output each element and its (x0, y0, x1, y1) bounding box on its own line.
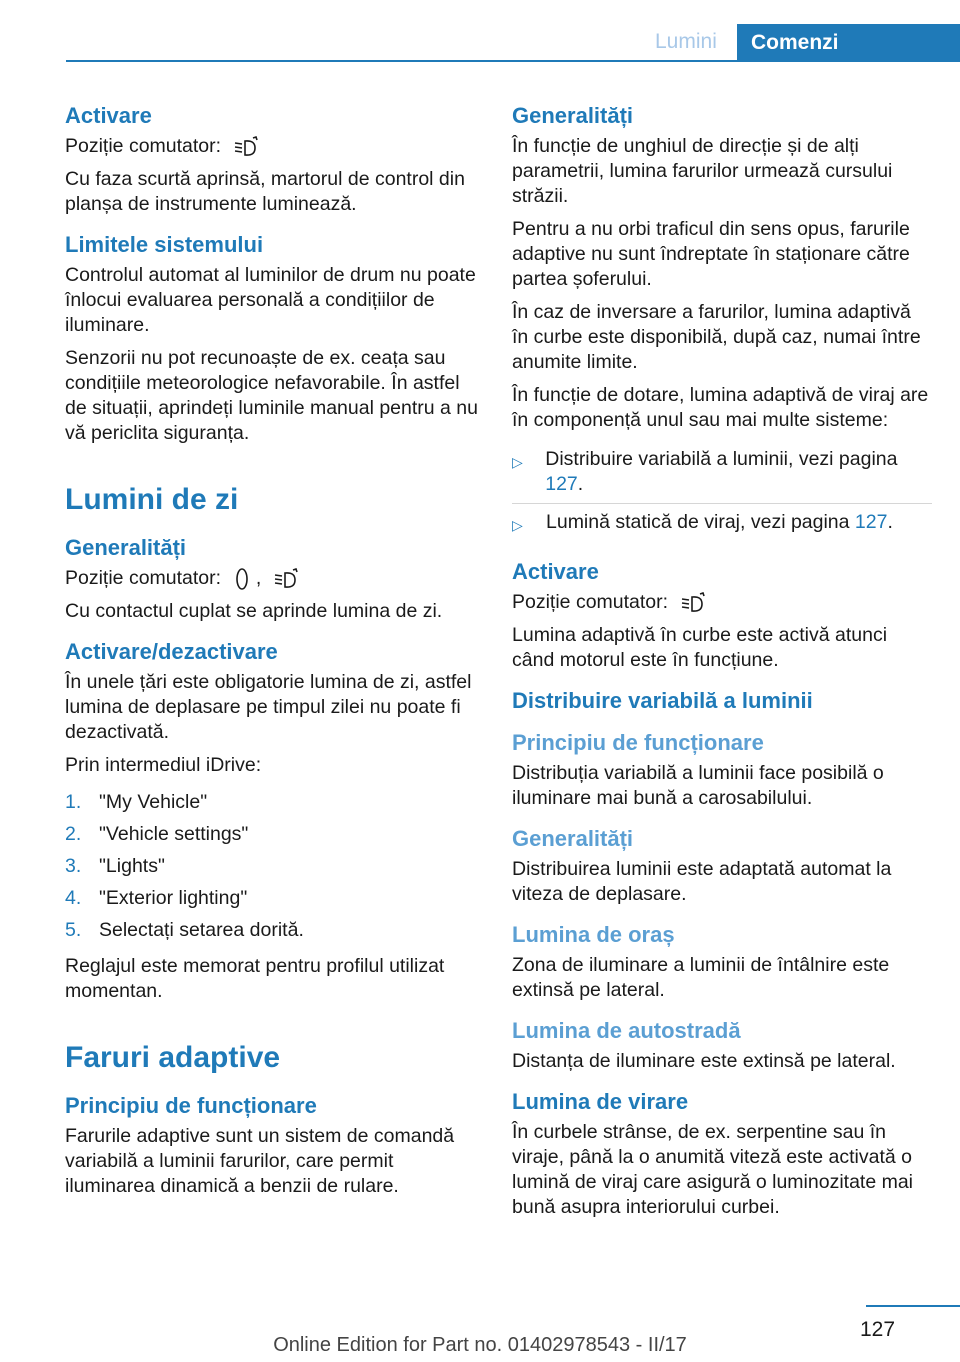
heading-lumini-de-zi: Lumini de zi (65, 483, 239, 516)
heading-distribuire: Distribuire variabilă a luminii (512, 688, 813, 713)
zi-text: Cu contactul cuplat se aprinde lumina de zi. (65, 600, 443, 622)
actdez-paragraph-1: În unele țări este obligatorie lumina de zi, astfel lumina de deplasare pe timpul zilei nu poate fi dezactivată. (65, 671, 472, 743)
step-number: 2. (65, 823, 82, 845)
heading-lumina-virare: Lumina de virare (512, 1089, 689, 1114)
oras-text: Zona de iluminare a luminii de întâlnire este extinsă pe lateral. (512, 954, 890, 1001)
heading-limite: Limitele sistemului (65, 232, 264, 257)
page-link[interactable]: 127 (854, 511, 888, 533)
heading-faruri-adaptive: Faruri adaptive (65, 1041, 281, 1074)
list-item (65, 850, 480, 882)
low-beam-auto-icon (273, 568, 303, 590)
page-number: 127 (860, 1318, 896, 1341)
page-header (0, 0, 960, 62)
right-column (512, 102, 932, 1228)
bullet-text (545, 447, 932, 497)
principiu-text: Farurile adaptive sunt un sistem de comandă variabilă a luminii farurilor, care permit iluminarea dinamică a benzii de rulare. (65, 1125, 455, 1197)
actdez-paragraph-3: Reglajul este memorat pentru profilul utilizat momentan. (65, 955, 445, 1002)
step-number: 1. (65, 791, 82, 813)
switch-position-label: Poziție comutator: (65, 135, 222, 157)
heading-lumina-autostrada: Lumina de autostradă (512, 1018, 741, 1043)
step-number: 3. (65, 855, 82, 877)
idrive-steps-list (65, 786, 480, 946)
bullet-end: . (577, 473, 584, 495)
heading-activare: Activare (65, 103, 152, 128)
gen-paragraph-2: Pentru a nu orbi traficul din sens opus, farurile adaptive nu sunt îndreptate în staționare către partea șoferului. (512, 218, 910, 290)
footer-edition: Online Edition for Part no. 01402978543 - II/17 (273, 1334, 687, 1356)
heading-zi-generalitati: Generalități (65, 535, 187, 560)
zi-switch-position-line (65, 566, 480, 591)
bullet-label: Lumină statică de viraj, vezi pagina (546, 511, 850, 533)
step-text: "My Vehicle" (99, 791, 208, 813)
header-section: Lumini (655, 30, 717, 53)
gen-paragraph-1: În funcție de unghiul de direcție și de alți parametrii, lumina farurilor urmează cursului străzii. (512, 135, 893, 207)
bullet-label: Distribuire variabilă a luminii, vezi pagina (545, 448, 898, 470)
limite-paragraph-1: Controlul automat al luminilor de drum nu poate înlocui evaluarea personală a condițiilor de iluminare. (65, 264, 476, 336)
right-principiu-text: Distribuția variabilă a luminii face posibilă o iluminare mai bună a carosabilului. (512, 762, 884, 809)
bullet-triangle-icon: ▷ (512, 517, 523, 533)
step-text: "Exterior lighting" (99, 887, 248, 909)
zi-switch-position-label: Poziție comutator: (65, 567, 222, 589)
switch-position-label: Poziție comutator: (512, 591, 669, 613)
light-off-icon (233, 567, 251, 591)
gen2-text: Distribuirea luminii este adaptată automat la viteza de deplasare. (512, 858, 892, 905)
step-text: "Lights" (99, 855, 165, 877)
zi-separator: , (255, 567, 262, 589)
header-chapter-tab: Comenzi (737, 24, 960, 62)
low-beam-auto-icon (233, 136, 263, 158)
list-item (65, 818, 480, 850)
heading-principiu-right: Principiu de funcționare (512, 730, 764, 755)
bullet-end: . (887, 511, 893, 533)
bullet-triangle-icon: ▷ (512, 454, 523, 470)
step-text: "Vehicle settings" (99, 823, 249, 845)
step-text: Selectați setarea dorită. (99, 919, 304, 941)
list-item (65, 786, 480, 818)
heading-activare-right: Activare (512, 559, 599, 584)
limite-paragraph-2: Senzorii nu pot recunoaște de ex. ceața sau condițiile meteorologice nefavorabile. În astfel de situații, aprindeți luminile manual pentru a nu vă periclita siguranța. (65, 347, 478, 444)
autostrada-text: Distanța de iluminare este extinsă pe lateral. (512, 1050, 896, 1072)
footer-rule (866, 1305, 960, 1307)
step-number: 5. (65, 919, 82, 941)
list-item (65, 914, 480, 946)
page-link[interactable]: 127 (545, 473, 578, 495)
heading-generalitati: Generalități (512, 103, 634, 128)
right-activare-text: Lumina adaptivă în curbe este activă atunci când motorul este în funcțiune. (512, 624, 888, 671)
virare-text: În curbele strânse, de ex. serpentine sau în viraje, până la o anumită viteză este activată o lumină de viraj care asigură o luminozitate mai bună asupra interiorului curbei. (512, 1121, 914, 1218)
activare-text: Cu faza scurtă aprinsă, martorul de control din planșa de instrumente luminează. (65, 168, 465, 215)
right-switch-position-line (512, 590, 932, 615)
switch-position-line (65, 134, 480, 159)
heading-activare-dezactivare: Activare/dezactivare (65, 639, 278, 664)
heading-principiu: Principiu de funcționare (65, 1093, 317, 1118)
gen-paragraph-4: În funcție de dotare, lumina adaptivă de viraj are în componență unul sau mai multe sisteme: (512, 384, 929, 431)
list-item (65, 882, 480, 914)
header-rule (66, 60, 960, 62)
gen-paragraph-3: În caz de inversare a farurilor, lumina adaptivă în curbe este disponibilă, după caz, numai între anumite limite. (512, 301, 921, 373)
list-item (512, 441, 932, 504)
bullet-text (546, 510, 893, 538)
systems-list (512, 441, 932, 544)
heading-generalitati-2: Generalități (512, 826, 634, 851)
heading-lumina-oras: Lumina de oraș (512, 922, 675, 947)
step-number: 4. (65, 887, 82, 909)
actdez-paragraph-2: Prin intermediul iDrive: (65, 754, 262, 776)
low-beam-auto-icon (680, 592, 710, 614)
list-item (512, 504, 932, 544)
left-column (65, 102, 480, 1207)
